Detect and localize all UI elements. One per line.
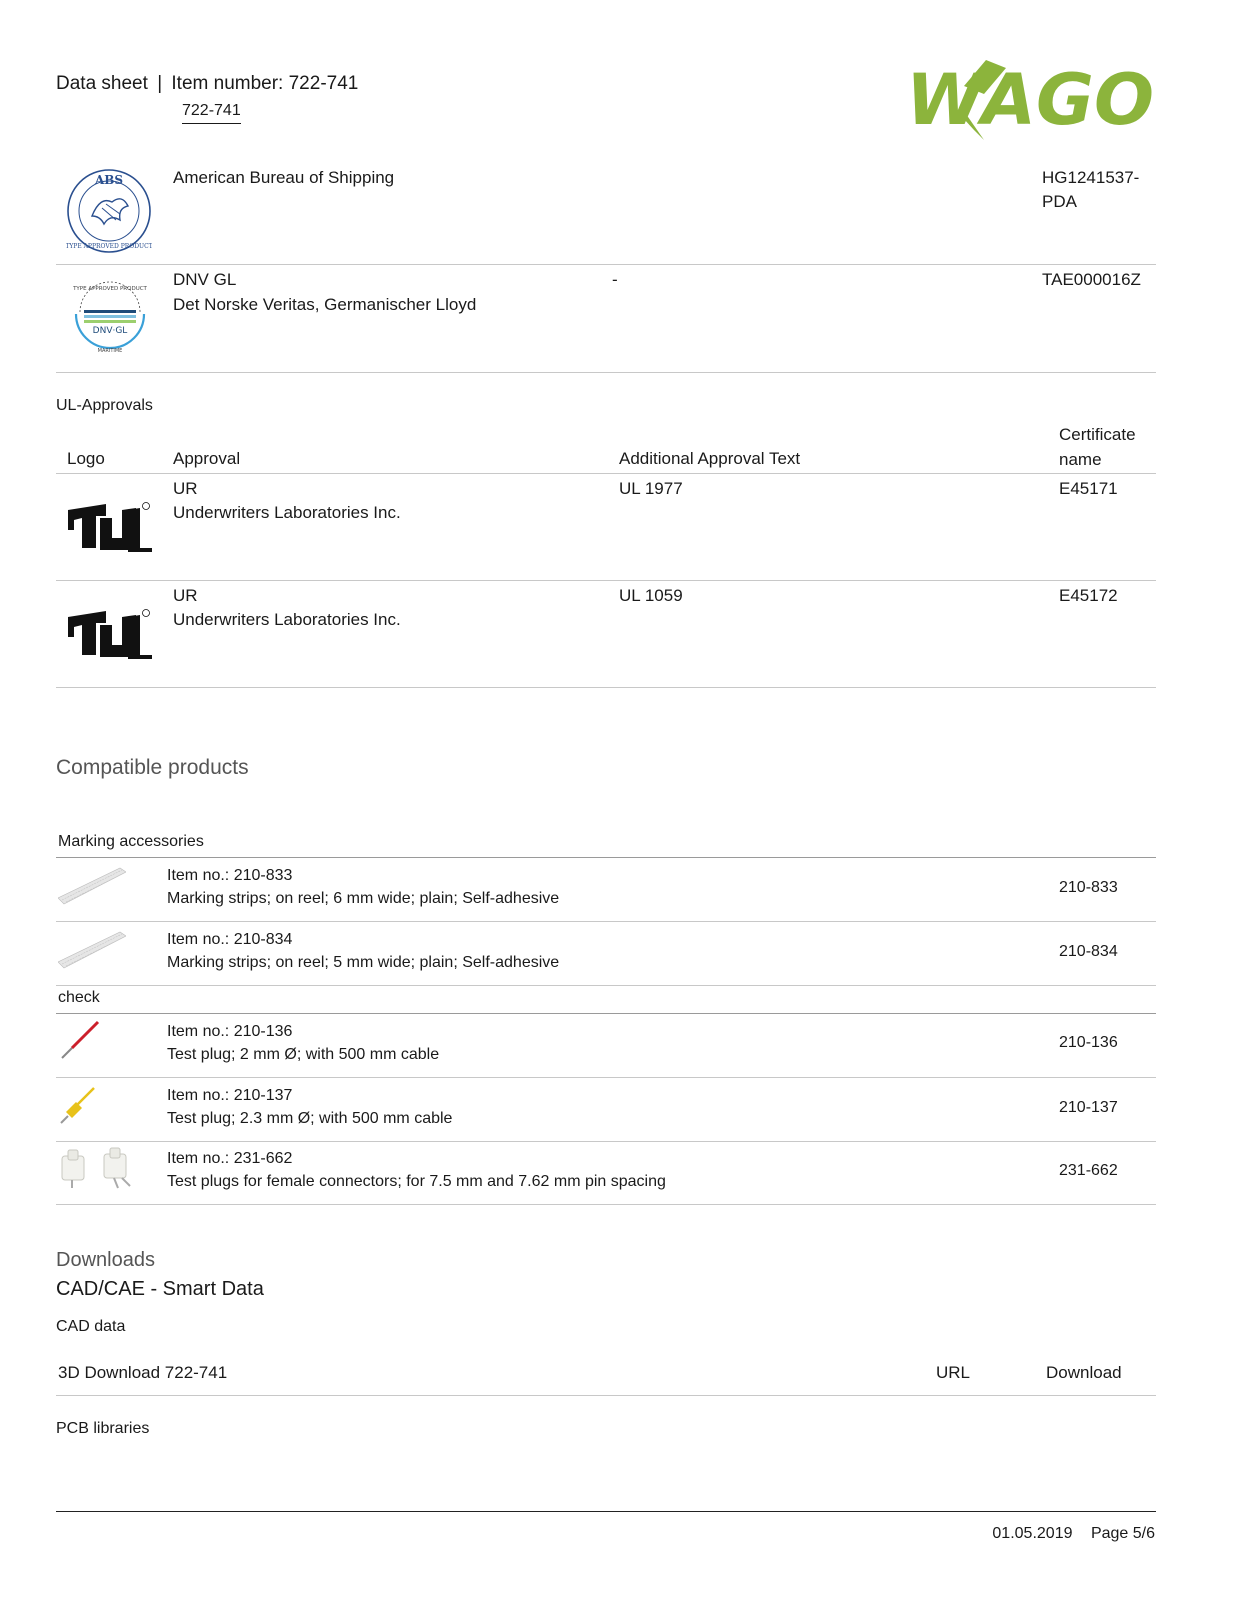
product-210-137[interactable] [167,1084,452,1130]
group-heading-marking: Marking accessories [58,833,204,850]
dnv-approval-desc: Det Norske Veritas, Germanischer Lloyd [173,295,477,314]
abs-logo [66,168,152,254]
abs-cert-line1: HG1241537- [1042,168,1140,187]
product-description: Test plug; 2 mm Ø; with 500 mm cable [167,1046,440,1063]
footer-info [992,1522,1155,1545]
ul-approval-2-desc: Underwriters Laboratories Inc. [173,610,401,629]
divider [56,857,1156,858]
cad-download-type: URL [936,1363,971,1382]
product-item-number: Item no.: 210-833 [167,867,293,884]
col-header-logo: Logo [67,449,105,468]
white-test-plugs-icon [58,1144,140,1192]
divider [56,1141,1156,1142]
product-code[interactable]: 210-834 [1059,943,1118,960]
title-separator: | [157,73,163,94]
divider [56,1013,1156,1014]
ul-additional-2: UL 1059 [619,586,683,605]
divider [56,372,1156,373]
cad-download-label: 3D Download 722-741 [58,1363,228,1382]
divider [56,1077,1156,1078]
ul-logo [66,607,154,661]
product-code[interactable]: 231-662 [1059,1162,1118,1179]
compatible-products-title: Compatible products [56,756,249,779]
dnv-additional-text: - [612,270,618,289]
product-code[interactable]: 210-833 [1059,879,1118,896]
dnv-certificate: TAE000016Z [1042,270,1141,289]
wago-logo-graphic [904,58,1156,142]
product-code[interactable]: 210-137 [1059,1099,1118,1116]
product-description: Marking strips; on reel; 5 mm wide; plain; Self-adhesive [167,954,560,971]
product-item-number: Item no.: 210-136 [167,1023,293,1040]
ul-approval-1 [173,477,401,525]
ul-approval-1-name: UR [173,479,198,498]
marking-strip-icon [58,926,126,974]
group-heading-check: check [58,989,100,1006]
downloads-title: Downloads [56,1249,155,1271]
divider [56,580,1156,581]
dnv-approval-name: DNV GL [173,270,237,289]
footer-rule [56,1511,1156,1512]
product-thumb-yellow-plug [58,1082,102,1126]
abs-cert-line2: PDA [1042,192,1077,211]
svg-text:ABS: ABS [94,173,124,187]
svg-text:DNV·GL: DNV·GL [92,326,128,336]
divider [56,921,1156,922]
marking-strip-icon [58,862,126,910]
ul-approval-2-name: UR [173,586,198,605]
footer-page-number: Page 5/6 [1090,1525,1155,1542]
divider [56,687,1156,688]
abs-seal-icon [66,168,152,254]
ul-recognized-icon [66,607,154,661]
cad-data-heading: CAD data [56,1318,126,1335]
pcb-libraries-heading: PCB libraries [56,1420,150,1437]
product-thumb-marking-strip [58,926,126,974]
ul-approval-2 [173,584,401,632]
product-description: Marking strips; on reel; 6 mm wide; plain; Self-adhesive [167,890,560,907]
col-header-cert-line2: name [1059,450,1102,469]
footer-date: 01.05.2019 [992,1525,1073,1542]
col-header-certificate [1059,422,1136,472]
ul-certificate-1: E45171 [1059,479,1118,498]
abs-approval-name: American Bureau of Shipping [173,168,395,187]
svg-text:TYPE APPROVED PRODUCT: TYPE APPROVED PRODUCT [66,243,152,250]
abs-certificate [1042,166,1139,214]
product-description: Test plugs for female connectors; for 7.5 mm and 7.62 mm pin spacing [167,1173,666,1190]
ul-certificate-2: E45172 [1059,586,1118,605]
product-code[interactable]: 210-136 [1059,1034,1118,1051]
product-item-number: Item no.: 231-662 [167,1150,293,1167]
product-210-833[interactable] [167,864,559,910]
svg-text:TYPE APPROVED PRODUCT: TYPE APPROVED PRODUCT [73,286,147,292]
item-number-link[interactable]: 722-741 [182,99,241,124]
title-prefix: Data sheet [56,73,148,94]
product-item-number: Item no.: 210-834 [167,931,293,948]
product-210-834[interactable] [167,928,559,974]
title-item-number: Item number: 722-741 [171,73,359,94]
ul-logo [66,500,154,554]
yellow-test-plug-icon [58,1082,102,1126]
ul-recognized-icon [66,500,154,554]
wago-logo [904,58,1156,142]
document-title [56,71,358,97]
divider [56,473,1156,474]
product-210-136[interactable] [167,1020,439,1066]
red-test-plug-icon [58,1018,102,1062]
downloads-subtitle: CAD/CAE - Smart Data [56,1278,264,1300]
divider [56,985,1156,986]
col-header-cert-line1: Certificate [1059,425,1136,444]
product-description: Test plug; 2.3 mm Ø; with 500 mm cable [167,1110,453,1127]
dnv-gl-seal-icon [70,278,150,356]
product-thumb-marking-strip [58,862,126,910]
product-thumb-red-plug [58,1018,102,1062]
divider [56,1204,1156,1205]
col-header-additional: Additional Approval Text [619,449,801,468]
divider [56,1395,1156,1396]
ul-approval-1-desc: Underwriters Laboratories Inc. [173,503,401,522]
product-item-number: Item no.: 210-137 [167,1087,293,1104]
cad-download-link[interactable]: Download [1046,1363,1122,1382]
svg-text:WAGO: WAGO [906,59,1154,141]
dnv-approval [173,268,476,317]
product-thumb-white-plugs [58,1144,140,1192]
col-header-approval: Approval [173,449,241,468]
svg-text:MARITIME: MARITIME [97,348,123,354]
product-231-662[interactable] [167,1147,666,1193]
dnv-gl-logo [70,278,150,356]
divider [56,264,1156,265]
ul-section-title: UL-Approvals [56,397,153,414]
ul-additional-1: UL 1977 [619,479,683,498]
